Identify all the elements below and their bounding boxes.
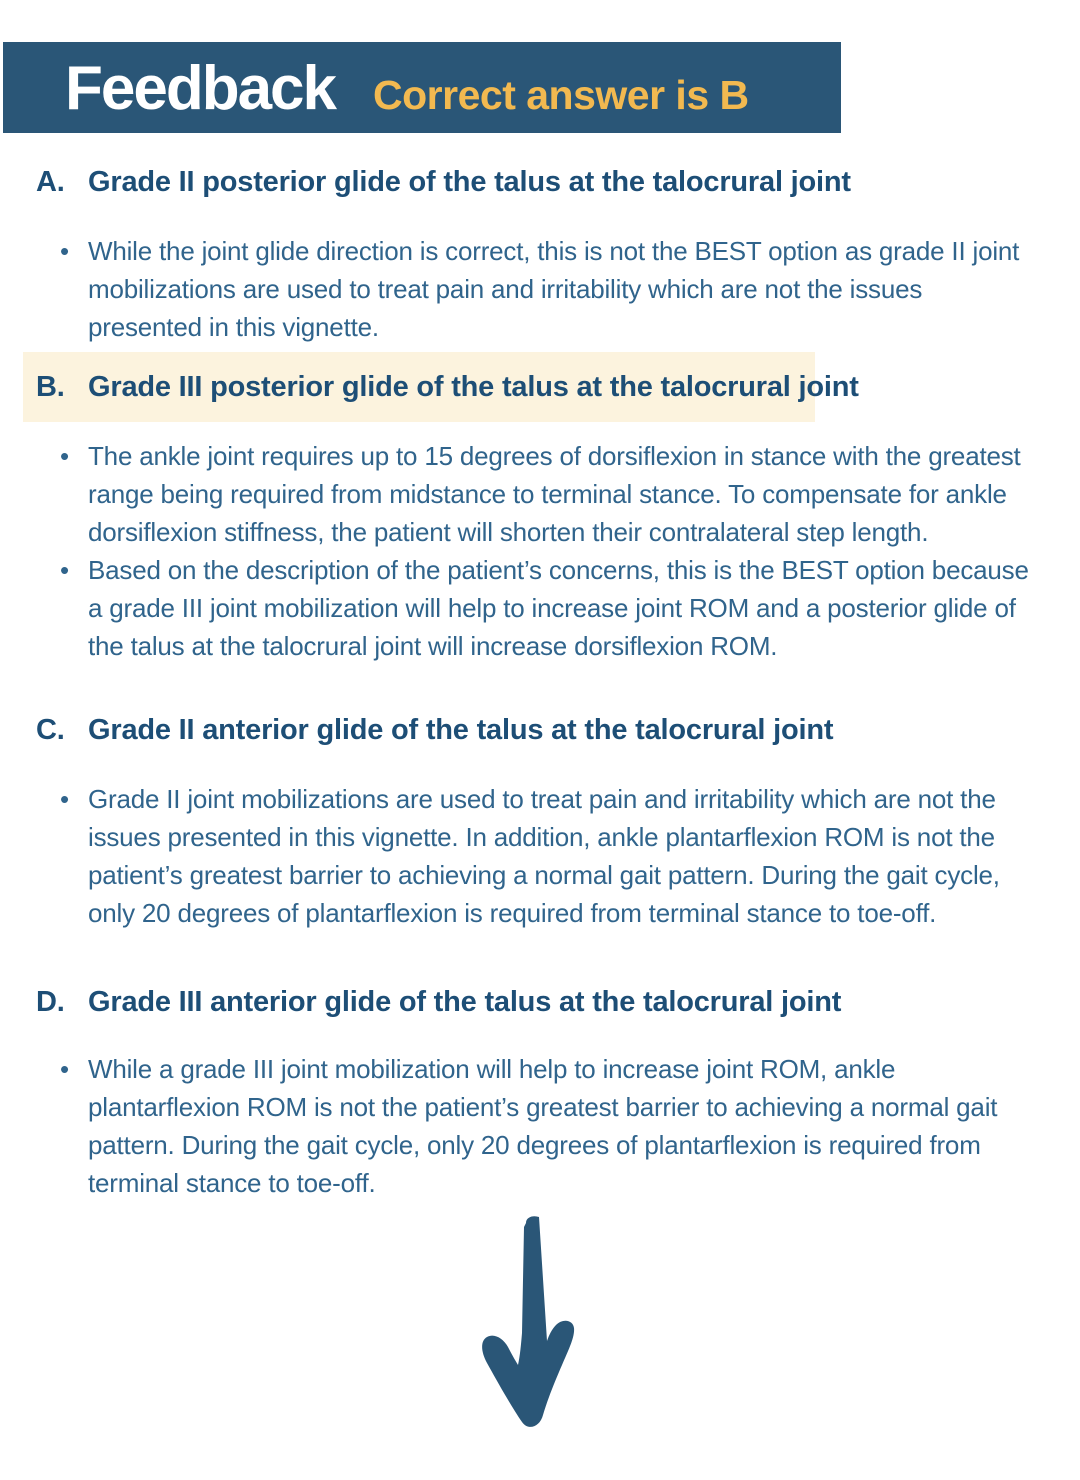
bullet-text: While a grade III joint mobilization will help to increase joint ROM, ankle plantarflexion ROM is not the patient’s greatest barrier to achieving a normal gait pattern. During the gait cycle, only 20 degrees of plantarflexion is required from terminal stance to toe-off. — [88, 1054, 998, 1198]
bullet-item — [0, 1050, 1080, 1202]
bullet-text: The ankle joint requires up to 15 degrees of dorsiflexion in stance with the greatest range being required from midstance to terminal stance. To compensate for ankle dorsiflexion stiffness, the patient will shorten their contralateral step length. — [88, 441, 1021, 547]
option-heading — [23, 352, 859, 422]
option-heading — [0, 695, 1080, 765]
bullet-dot: • — [60, 1054, 70, 1084]
bullet-text: Grade II joint mobilizations are used to treat pain and irritability which are not the issues presented in this vignette. In addition, ankle plantarflexion ROM is not the patient’s greatest barrier to achieving a normal gait pattern. During the gait cycle, only 20 degrees of plantarflexion is required from terminal stance to toe-off. — [88, 784, 1000, 928]
bullet-list — [0, 1050, 1080, 1202]
bullet-item — [0, 780, 1080, 932]
bullet-item — [0, 232, 1080, 346]
bullet-dot: • — [60, 441, 70, 471]
bullet-list — [0, 437, 1080, 665]
bullet-dot: • — [60, 784, 70, 814]
option-letter: D. — [36, 986, 65, 1018]
bullet-dot: • — [60, 555, 70, 585]
option-title: Grade III anterior glide of the talus at the talocrural joint — [88, 986, 842, 1018]
correct-answer-label: Correct answer is B — [373, 72, 749, 118]
option-letter: A. — [36, 166, 65, 198]
option-title: Grade II posterior glide of the talus at the talocrural joint — [88, 166, 851, 198]
page-title: Feedback — [65, 54, 336, 123]
bullet-item — [0, 437, 1080, 551]
bullet-list — [0, 232, 1080, 346]
bullet-text: Based on the description of the patient’s concerns, this is the BEST option because a grade III joint mobilization will help to increase joint ROM and a posterior glide of the talus at the talocrural joint will increase dorsiflexion ROM. — [88, 555, 1029, 661]
bullet-dot: • — [60, 236, 70, 266]
bullet-list — [0, 780, 1080, 932]
option-letter: C. — [36, 714, 65, 746]
down-arrow-svg — [473, 1213, 588, 1441]
option-title: Grade III posterior glide of the talus at the talocrural joint — [88, 371, 859, 403]
option-title: Grade II anterior glide of the talus at the talocrural joint — [88, 714, 834, 746]
down-arrow-icon — [473, 1213, 588, 1441]
bullet-item — [0, 551, 1080, 665]
option-heading — [0, 147, 1080, 217]
option-heading — [0, 967, 1080, 1037]
option-letter: B. — [36, 371, 65, 403]
feedback-header — [3, 42, 841, 133]
bullet-text: While the joint glide direction is correct, this is not the BEST option as grade II joint mobilizations are used to treat pain and irritability which are not the issues presented in this vignette. — [88, 236, 1020, 342]
down-arrow-path — [482, 1216, 574, 1427]
